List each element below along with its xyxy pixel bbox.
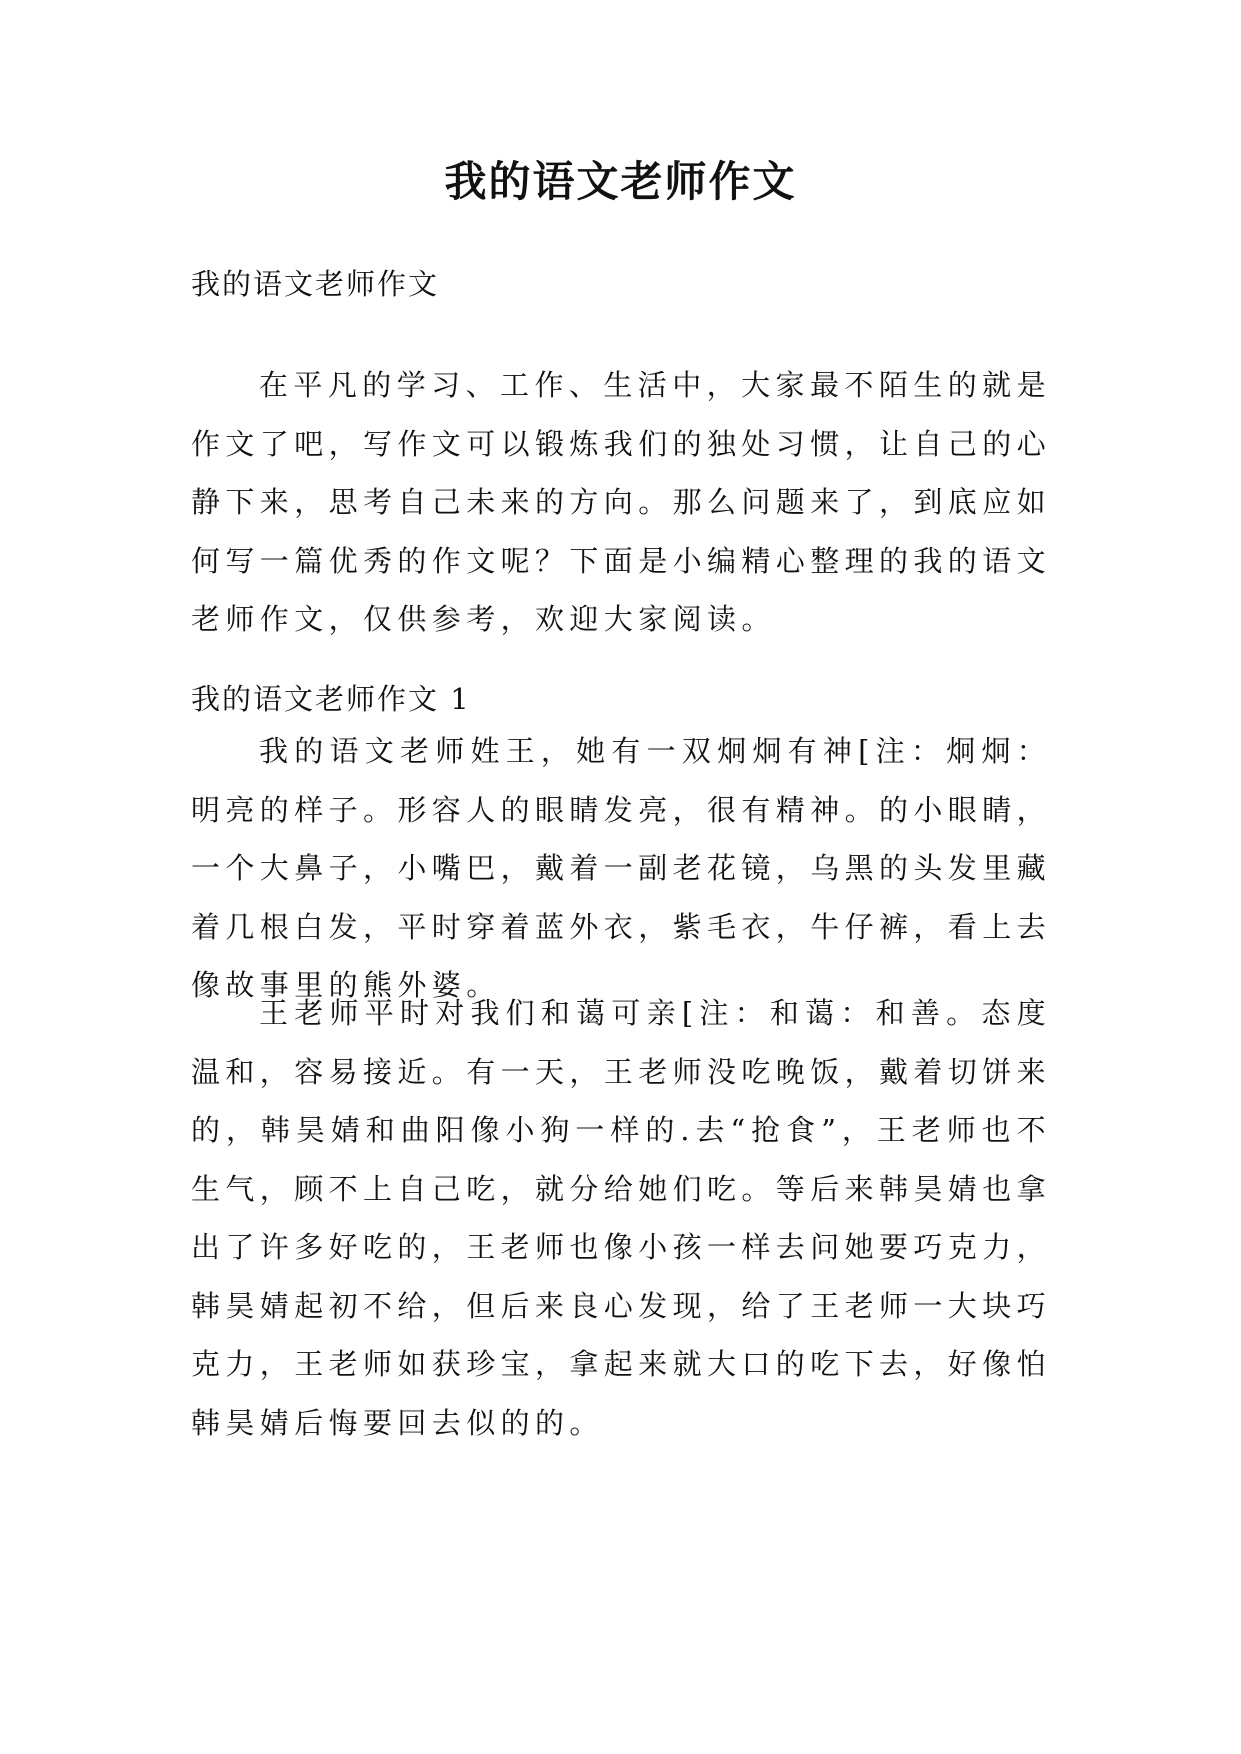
body-paragraph: 王老师平时对我们和蔼可亲[注：和蔼：和善。态度温和，容易接近。有一天，王老师没吃晚饭，戴着切饼来的，韩昊婧和曲阳像小狗一样的.去“抢食”，王老师也不生气，顾不上自己吃，就分给她们吃。等后来韩昊婧也拿出了许多好吃的，王老师也像小孩一样去问她要巧克力，韩昊婧起初不给，但后来良心发现，给了王老师一大块巧克力，王老师如获珍宝，拿起来就大口的吃下去，好像怕韩昊婧后悔要回去似的的。 bbox=[191, 996, 1052, 1440]
intro-paragraph: 在平凡的学习、工作、生活中，大家最不陌生的就是作文了吧，写作文可以锻炼我们的独处习惯，让自己的心静下来，思考自己未来的方向。那么问题来了，到底应如何写一篇优秀的作文呢？下面是小编精心整理的我的语文老师作文，仅供参考，欢迎大家阅读。 bbox=[191, 368, 1052, 636]
body-paragraph: 我的语文老师姓王，她有一双炯炯有神[注：炯炯：明亮的样子。形容人的眼睛发亮，很有精神。的小眼睛，一个大鼻子，小嘴巴，戴着一副老花镜，乌黑的头发里藏着几根白发，平时穿着蓝外衣，紫毛衣，牛仔裤，看上去像故事里的熊外婆。 bbox=[191, 734, 1052, 1002]
document-subtitle: 我的语文老师作文 bbox=[191, 267, 440, 301]
section-heading: 我的语文老师作文 1 bbox=[191, 682, 471, 716]
document-title: 我的语文老师作文 bbox=[444, 157, 797, 206]
